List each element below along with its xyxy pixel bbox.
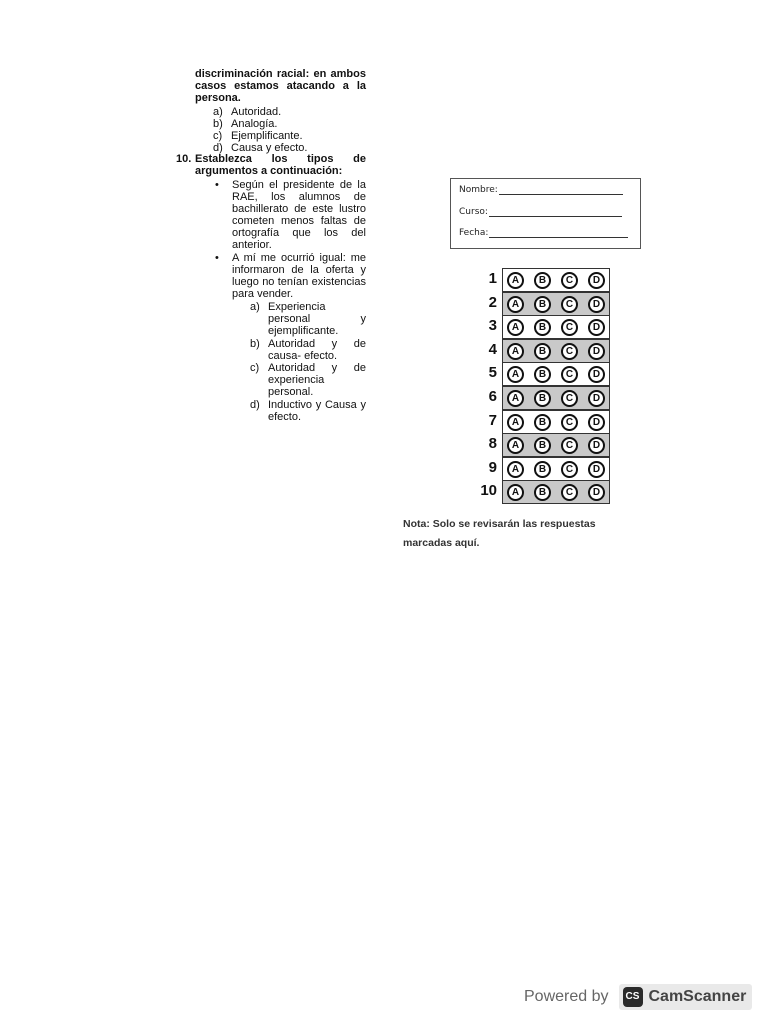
- answer-cell: [502, 386, 610, 410]
- fecha-field[interactable]: [489, 228, 628, 238]
- answer-bubble-d[interactable]: D: [588, 296, 605, 313]
- answer-cell: [502, 339, 610, 363]
- answer-bubble-b[interactable]: B: [534, 319, 551, 336]
- answer-row: [478, 386, 610, 410]
- answer-bubble-c[interactable]: C: [561, 319, 578, 336]
- q10-bullet-text-1: Según el presidente de la RAE, los alumnos de bachillerato de este lustro cometen menos faltas de ortografía que los del anterior.: [232, 179, 366, 251]
- camscanner-logo-icon: CS: [623, 987, 643, 1007]
- answer-bubble-c[interactable]: C: [561, 484, 578, 501]
- student-info-box: [450, 178, 641, 249]
- note-line-2: marcadas aquí.: [403, 537, 480, 549]
- answer-row: [478, 315, 610, 339]
- answer-row: [478, 292, 610, 316]
- answer-bubble-d[interactable]: D: [588, 390, 605, 407]
- answer-bubble-c[interactable]: C: [561, 343, 578, 360]
- question-number: 3: [488, 317, 497, 335]
- answer-bubble-b[interactable]: B: [534, 461, 551, 478]
- nombre-label: Nombre:: [459, 185, 498, 195]
- answer-bubble-d[interactable]: D: [588, 461, 605, 478]
- camscanner-brand: CamScanner: [648, 988, 747, 1005]
- answer-bubble-c[interactable]: C: [561, 390, 578, 407]
- answer-bubble-c[interactable]: C: [561, 366, 578, 383]
- question-number: 4: [488, 340, 497, 358]
- answer-bubble-b[interactable]: B: [534, 296, 551, 313]
- answer-row: [478, 339, 610, 363]
- nombre-field[interactable]: [499, 185, 623, 195]
- question-number: 5: [488, 364, 497, 382]
- answer-bubble-b[interactable]: B: [534, 484, 551, 501]
- note-line-1: Nota: Solo se revisarán las respuestas: [403, 518, 596, 530]
- bullet-icon: •: [215, 179, 219, 191]
- curso-field[interactable]: [489, 207, 622, 217]
- answer-bubble-a[interactable]: A: [507, 272, 524, 289]
- q10-bullet-text-2: A mí me ocurrió igual: me informaron de la oferta y luego no tenían existencias para vender.: [232, 252, 366, 300]
- answer-bubble-b[interactable]: B: [534, 272, 551, 289]
- answer-bubble-a[interactable]: A: [507, 296, 524, 313]
- answer-cell: [502, 433, 610, 457]
- answer-bubble-b[interactable]: B: [534, 343, 551, 360]
- answer-bubble-c[interactable]: C: [561, 414, 578, 431]
- question-10-text: Establezca los tipos de argumentos a continuación:: [195, 153, 366, 177]
- powered-by-text: Powered by: [524, 988, 609, 1005]
- question-number: 7: [488, 411, 497, 429]
- answer-bubble-d[interactable]: D: [588, 272, 605, 289]
- question-number: 1: [488, 270, 497, 287]
- answer-bubble-d[interactable]: D: [588, 319, 605, 336]
- question-number: 2: [488, 293, 497, 311]
- answer-bubble-b[interactable]: B: [534, 366, 551, 383]
- answer-bubble-d[interactable]: D: [588, 484, 605, 501]
- curso-label: Curso:: [459, 207, 488, 217]
- answer-bubble-d[interactable]: D: [588, 437, 605, 454]
- answer-cell: [502, 292, 610, 316]
- answer-bubble-a[interactable]: A: [507, 414, 524, 431]
- question-number: 8: [488, 435, 497, 453]
- answer-bubble-d[interactable]: D: [588, 414, 605, 431]
- answer-bubble-c[interactable]: C: [561, 296, 578, 313]
- answer-row: [478, 362, 610, 386]
- answer-row: [478, 268, 610, 292]
- answer-bubble-a[interactable]: A: [507, 343, 524, 360]
- nombre-row: [459, 185, 623, 195]
- answer-bubble-c[interactable]: C: [561, 437, 578, 454]
- answer-bubble-c[interactable]: C: [561, 461, 578, 478]
- answer-row: [478, 433, 610, 457]
- question-number: 10: [480, 482, 497, 500]
- answer-bubble-b[interactable]: B: [534, 437, 551, 454]
- camscanner-watermark: [524, 982, 752, 1012]
- answer-bubble-c[interactable]: C: [561, 272, 578, 289]
- answer-bubble-d[interactable]: D: [588, 343, 605, 360]
- answer-bubble-a[interactable]: A: [507, 390, 524, 407]
- fecha-label: Fecha:: [459, 228, 489, 238]
- question-10-number: 10.: [176, 153, 192, 165]
- answer-cell: [502, 315, 610, 339]
- answer-row: [478, 457, 610, 481]
- answer-row: [478, 410, 610, 434]
- answer-bubble-a[interactable]: A: [507, 461, 524, 478]
- answer-bubble-d[interactable]: D: [588, 366, 605, 383]
- answer-row: [478, 480, 610, 504]
- curso-row: [459, 207, 622, 217]
- answer-bubble-a[interactable]: A: [507, 437, 524, 454]
- answer-cell: [502, 410, 610, 434]
- answer-bubble-b[interactable]: B: [534, 390, 551, 407]
- answer-cell: [502, 457, 610, 481]
- note-text: [403, 515, 623, 553]
- answer-bubble-a[interactable]: A: [507, 484, 524, 501]
- question-number: 9: [488, 458, 497, 476]
- q9-option-b: b) Analogía.: [213, 118, 278, 130]
- fecha-row: [459, 228, 628, 238]
- question-number: 6: [488, 388, 497, 405]
- q9-option-c: c) Ejemplificante.: [213, 130, 303, 142]
- answer-cell: [502, 362, 610, 386]
- answer-bubble-a[interactable]: A: [507, 319, 524, 336]
- q9-option-a: a) Autoridad.: [213, 106, 282, 118]
- answer-cell: [502, 480, 610, 504]
- answer-bubble-b[interactable]: B: [534, 414, 551, 431]
- camscanner-badge: [619, 984, 753, 1010]
- bullet-icon: •: [215, 252, 219, 264]
- q9-option-d: d) Causa y efecto.: [213, 142, 308, 154]
- answer-bubble-a[interactable]: A: [507, 366, 524, 383]
- question-9-lead-text: discriminación racial: en ambos casos estamos atacando a la persona.: [195, 68, 366, 104]
- answer-cell: [502, 268, 610, 292]
